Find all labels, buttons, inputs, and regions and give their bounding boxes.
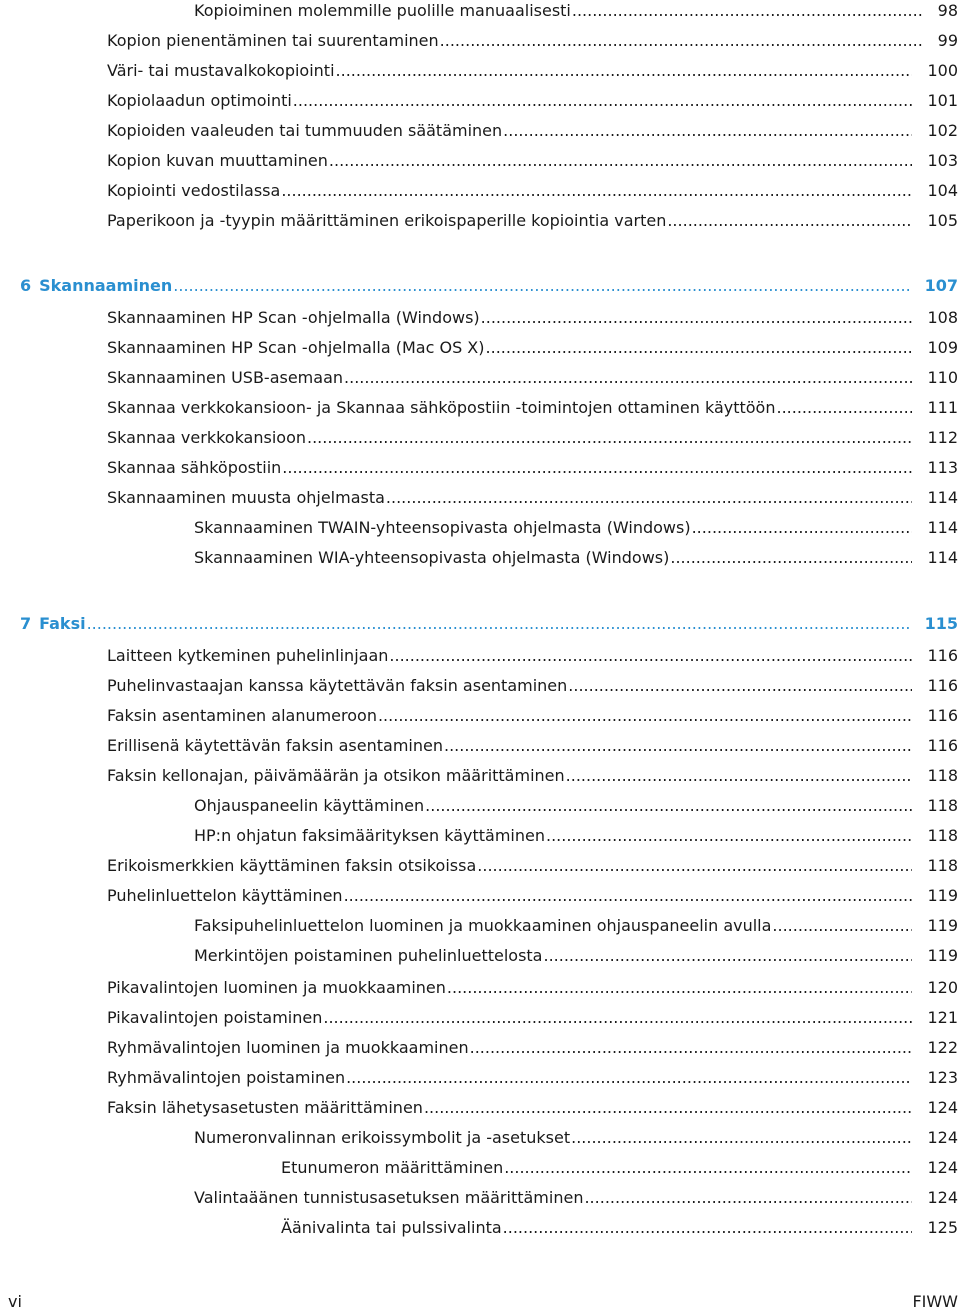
toc-entry-title: Kopioiminen molemmille puolille manuaalisesti — [194, 1, 571, 20]
toc-entry[interactable] — [281, 1217, 958, 1239]
toc-entry[interactable] — [107, 427, 958, 449]
toc-entry-page: 101 — [927, 91, 958, 110]
toc-entry-page: 116 — [927, 646, 958, 665]
toc-entry-page: 124 — [927, 1098, 958, 1117]
toc-entry[interactable] — [194, 547, 958, 569]
dot-leader — [772, 915, 912, 937]
toc-entry-title: Äänivalinta tai pulssivalinta — [281, 1218, 502, 1237]
chapter-number: 7 — [20, 614, 32, 633]
toc-entry-title: Laitteen kytkeminen puhelinlinjaan — [107, 646, 389, 665]
toc-entry-title: Faksi — [39, 614, 86, 633]
toc-entry-title: Skannaa sähköpostiin — [107, 458, 282, 477]
toc-entry-page: 119 — [927, 886, 958, 905]
toc-entry-title: HP:n ohjatun faksimäärityksen käyttäminen — [194, 826, 545, 845]
toc-chapter-entry[interactable] — [20, 613, 958, 635]
dot-leader — [566, 765, 913, 787]
toc-entry[interactable] — [194, 1187, 958, 1209]
toc-entry[interactable] — [107, 120, 958, 142]
dot-leader — [546, 825, 912, 847]
toc-entry-title: Kopioiden vaaleuden tai tummuuden säätäminen — [107, 121, 503, 140]
toc-entry[interactable] — [107, 457, 958, 479]
toc-entry[interactable] — [107, 60, 958, 82]
dot-leader — [571, 1127, 912, 1149]
toc-entry-title: Väri- tai mustavalkokopiointi — [107, 61, 335, 80]
toc-entry-title: Skannaa verkkokansioon- ja Skannaa sähköpostiin -toimintojen ottaminen käyttöön — [107, 398, 776, 417]
toc-entry[interactable] — [107, 487, 958, 509]
toc-entry[interactable] — [194, 915, 958, 937]
toc-entry[interactable] — [107, 855, 958, 877]
toc-entry-title: Valintaäänen tunnistusasetuksen määrittäminen — [194, 1188, 584, 1207]
toc-entry-title: Faksipuhelinluettelon luominen ja muokkaaminen ohjauspaneelin avulla — [194, 916, 772, 935]
toc-entry-page: 114 — [927, 518, 958, 537]
toc-entry-page: 108 — [927, 308, 958, 327]
toc-entry-title: Skannaaminen HP Scan -ohjelmalla (Mac OS X) — [107, 338, 485, 357]
dot-leader — [667, 210, 912, 232]
toc-entry-page: 118 — [927, 826, 958, 845]
toc-entry-page: 105 — [927, 211, 958, 230]
toc-entry[interactable] — [107, 397, 958, 419]
toc-entry-title: Kopion pienentäminen tai suurentaminen — [107, 31, 439, 50]
toc-entry[interactable] — [107, 765, 958, 787]
dot-leader — [440, 30, 923, 52]
toc-entry-title: Skannaaminen — [39, 276, 173, 295]
toc-entry-title: Puhelinvastaajan kanssa käytettävän faksin asentaminen — [107, 676, 568, 695]
dot-leader — [447, 977, 913, 999]
toc-entry[interactable] — [107, 210, 958, 232]
dot-leader — [503, 1217, 913, 1239]
toc-entry-page: 113 — [927, 458, 958, 477]
page-number: vi — [8, 1292, 22, 1311]
toc-entry-title: Faksin asentaminen alanumeroon — [107, 706, 377, 725]
toc-entry[interactable] — [194, 945, 958, 967]
dot-leader — [424, 1097, 913, 1119]
toc-entry[interactable] — [107, 307, 958, 329]
toc-entry[interactable] — [107, 90, 958, 112]
toc-entry-page: 116 — [927, 736, 958, 755]
toc-entry-page: 122 — [927, 1038, 958, 1057]
toc-entry[interactable] — [194, 0, 958, 22]
toc-entry-page: 120 — [927, 978, 958, 997]
toc-entry-page: 118 — [927, 856, 958, 875]
dot-leader — [670, 547, 912, 569]
toc-entry-page: 124 — [927, 1158, 958, 1177]
dot-leader — [281, 180, 912, 202]
toc-entry[interactable] — [107, 1037, 958, 1059]
toc-entry-page: 104 — [927, 181, 958, 200]
toc-entry-page: 103 — [927, 151, 958, 170]
dot-leader — [323, 1007, 912, 1029]
toc-entry[interactable] — [281, 1157, 958, 1179]
toc-entry-title: Pikavalintojen luominen ja muokkaaminen — [107, 978, 446, 997]
dot-leader — [504, 1157, 912, 1179]
toc-entry-title: Erillisenä käytettävän faksin asentaminen — [107, 736, 443, 755]
dot-leader — [425, 795, 912, 817]
dot-leader — [386, 487, 913, 509]
toc-entry-title: Ohjauspaneelin käyttäminen — [194, 796, 425, 815]
toc-entry-page: 116 — [927, 706, 958, 725]
toc-entry-page: 124 — [927, 1128, 958, 1147]
toc-entry-page: 124 — [927, 1188, 958, 1207]
toc-entry-page: 112 — [927, 428, 958, 447]
dot-leader — [568, 675, 912, 697]
toc-entry-title: Erikoismerkkien käyttäminen faksin otsikoissa — [107, 856, 477, 875]
toc-entry-page: 98 — [937, 1, 958, 20]
toc-entry[interactable] — [194, 795, 958, 817]
toc-entry-title: Skannaaminen TWAIN-yhteensopivasta ohjelmasta (Windows) — [194, 518, 691, 537]
toc-entry-title: Numeronvalinnan erikoissymbolit ja -asetukset — [194, 1128, 571, 1147]
dot-leader — [344, 367, 912, 389]
toc-entry[interactable] — [194, 825, 958, 847]
dot-leader — [389, 645, 912, 667]
toc-entry-title: Skannaaminen WIA-yhteensopivasta ohjelmasta (Windows) — [194, 548, 670, 567]
toc-entry-page: 100 — [927, 61, 958, 80]
dot-leader — [87, 613, 910, 635]
dot-leader — [776, 397, 912, 419]
toc-entry[interactable] — [107, 180, 958, 202]
toc-entry-title: Faksin kellonajan, päivämäärän ja otsikon määrittäminen — [107, 766, 565, 785]
toc-entry-title: Skannaaminen HP Scan -ohjelmalla (Windows) — [107, 308, 480, 327]
toc-entry-title: Kopiolaadun optimointi — [107, 91, 292, 110]
toc-entry-title: Puhelinluettelon käyttäminen — [107, 886, 343, 905]
toc-entry[interactable] — [107, 30, 958, 52]
dot-leader — [444, 735, 912, 757]
toc-entry[interactable] — [194, 517, 958, 539]
toc-entry-title: Merkintöjen poistaminen puhelinluettelosta — [194, 946, 543, 965]
toc-entry-title: Paperikoon ja -tyypin määrittäminen erikoispaperille kopiointia varten — [107, 211, 667, 230]
toc-entry-title: Ryhmävalintojen poistaminen — [107, 1068, 346, 1087]
toc-entry[interactable] — [107, 705, 958, 727]
toc-entry-page: 123 — [927, 1068, 958, 1087]
dot-leader — [477, 855, 912, 877]
toc-entry[interactable] — [107, 1007, 958, 1029]
toc-entry-page: 114 — [927, 548, 958, 567]
toc-entry-page: 110 — [927, 368, 958, 387]
dot-leader — [543, 945, 912, 967]
dot-leader — [329, 150, 913, 172]
toc-chapter-entry[interactable] — [20, 275, 958, 297]
dot-leader — [470, 1037, 913, 1059]
dot-leader — [173, 275, 909, 297]
toc-entry[interactable] — [107, 367, 958, 389]
toc-entry-title: Kopiointi vedostilassa — [107, 181, 281, 200]
dot-leader — [282, 457, 912, 479]
toc-entry[interactable] — [107, 885, 958, 907]
document-code: FIWW — [912, 1292, 958, 1311]
toc-entry-page: 107 — [924, 276, 958, 295]
dot-leader — [293, 90, 913, 112]
toc-entry-page: 109 — [927, 338, 958, 357]
toc-entry[interactable] — [107, 1067, 958, 1089]
toc-entry[interactable] — [107, 977, 958, 999]
toc-entry-page: 118 — [927, 766, 958, 785]
dot-leader — [584, 1187, 912, 1209]
dot-leader — [503, 120, 912, 142]
dot-leader — [336, 60, 913, 82]
toc-entry[interactable] — [107, 150, 958, 172]
toc-entry-page: 125 — [927, 1218, 958, 1237]
dot-leader — [692, 517, 913, 539]
dot-leader — [378, 705, 912, 727]
toc-entry-page: 118 — [927, 796, 958, 815]
toc-entry-page: 114 — [927, 488, 958, 507]
toc-entry[interactable] — [194, 1127, 958, 1149]
dot-leader — [344, 885, 913, 907]
toc-entry-page: 99 — [937, 31, 958, 50]
toc-entry-title: Kopion kuvan muuttaminen — [107, 151, 328, 170]
toc-entry[interactable] — [107, 735, 958, 757]
toc-entry-title: Skannaaminen USB-asemaan — [107, 368, 344, 387]
toc-entry-title: Faksin lähetysasetusten määrittäminen — [107, 1098, 423, 1117]
dot-leader — [346, 1067, 912, 1089]
toc-entry[interactable] — [107, 675, 958, 697]
toc-entry[interactable] — [107, 645, 958, 667]
toc-entry-title: Ryhmävalintojen luominen ja muokkaaminen — [107, 1038, 469, 1057]
toc-entry-title: Etunumeron määrittäminen — [281, 1158, 504, 1177]
dot-leader — [572, 0, 923, 22]
toc-entry-page: 121 — [927, 1008, 958, 1027]
toc-entry-page: 116 — [927, 676, 958, 695]
dot-leader — [307, 427, 912, 449]
toc-entry-page: 102 — [927, 121, 958, 140]
toc-entry-page: 111 — [927, 398, 958, 417]
chapter-number: 6 — [20, 276, 32, 295]
toc-entry-title: Skannaaminen muusta ohjelmasta — [107, 488, 385, 507]
toc-entry-page: 115 — [924, 614, 958, 633]
dot-leader — [481, 307, 913, 329]
toc-entry[interactable] — [107, 337, 958, 359]
toc-entry-title: Pikavalintojen poistaminen — [107, 1008, 323, 1027]
toc-entry-title: Skannaa verkkokansioon — [107, 428, 306, 447]
toc-entry[interactable] — [107, 1097, 958, 1119]
toc-entry-page: 119 — [927, 946, 958, 965]
toc-entry-page: 119 — [927, 916, 958, 935]
dot-leader — [486, 337, 913, 359]
